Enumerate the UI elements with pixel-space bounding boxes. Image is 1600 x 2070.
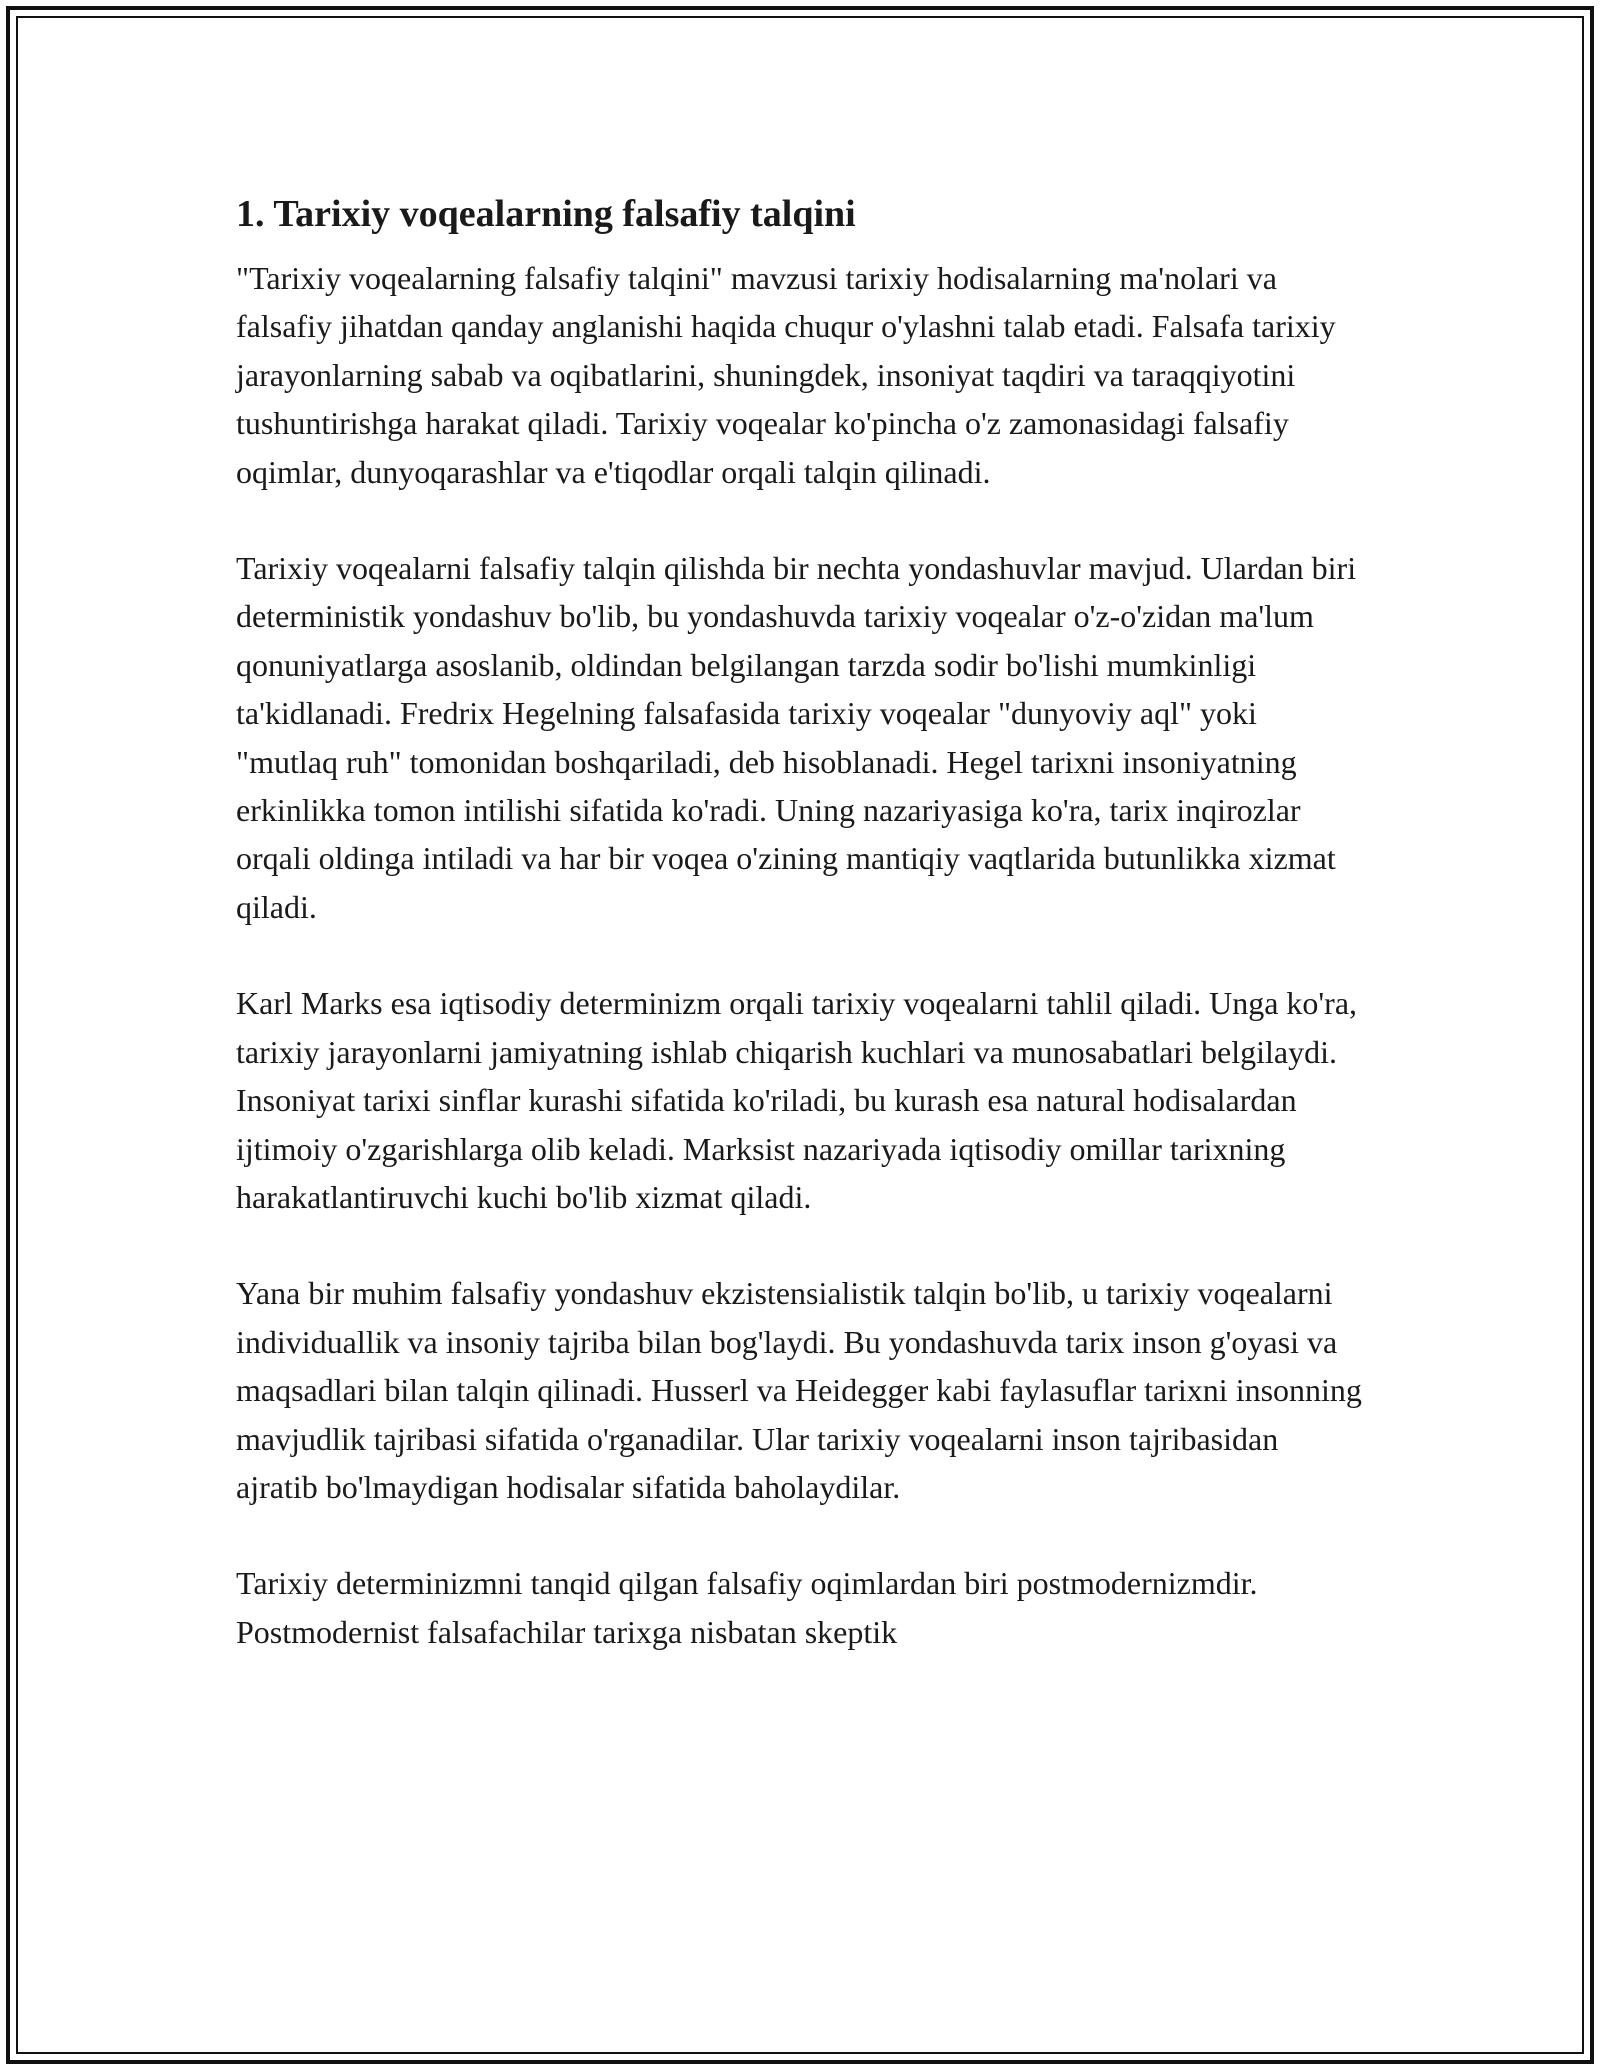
section-heading: 1. Tarixiy voqealarning falsafiy talqini xyxy=(236,193,856,235)
paragraph-1: "Tarixiy voqealarning falsafiy talqini" mavzusi tarixiy hodisalarning ma'nolari va falsafiy jihatdan qanday anglanishi haqida chuqur o'ylashni talab etadi. Falsafa tarixiy jarayonlarning sabab va oqibatlarini, shuningdek, insoniyat taqdiri va taraqqiyotini tushuntirishga harakat qiladi. Tarixiy voqealar ko'pincha o'z zamonasidagi falsafiy oqimlar, dunyoqarashlar va e'tiqodlar orqali talqin qilinadi. xyxy=(236,260,1336,490)
paragraph-2: Tarixiy voqealarni falsafiy talqin qilishda bir nechta yondashuvlar mavjud. Ulardan biri deterministik yondashuv bo'lib, bu yondashuvda tarixiy voqealar o'z-o'zidan ma'lum qonuniyatlarga asoslanib, oldindan belgilangan tarzda sodir bo'lishi mumkinligi ta'kidlanadi. Fredrix Hegelning falsafasida tarixiy voqealar "dunyoviy aql" yoki "mutlaq ruh" tomonidan boshqariladi, deb hisoblanadi. Hegel tarixni insoniyatning erkinlikka tomon intilishi sifatida ko'radi. Uning nazariyasiga ko'ra, tarix inqirozlar orqali oldinga intiladi va har bir voqea o'zining mantiqiy vaqtlarida butunlikka xizmat qiladi. xyxy=(236,550,1357,925)
document-body xyxy=(236,184,1366,1704)
paragraph-5: Tarixiy determinizmni tanqid qilgan falsafiy oqimlardan biri postmodernizmdir. Postmodernist falsafachilar tarixga nisbatan skeptik xyxy=(236,1565,1258,1650)
paragraph-4: Yana bir muhim falsafiy yondashuv ekzistensialistik talqin bo'lib, u tarixiy voqealarni individuallik va insoniy tajriba bilan bog'laydi. Bu yondashuvda tarix inson g'oyasi va maqsadlari bilan talqin qilinadi. Husserl va Heidegger kabi faylasuflar tarixni insonning mavjudlik tajribasi sifatida o'rganadilar. Ular tarixiy voqealarni inson tajribasidan ajratib bo'lmaydigan hodisalar sifatida baholaydilar. xyxy=(236,1275,1362,1505)
paragraph-3: Karl Marks esa iqtisodiy determinizm orqali tarixiy voqealarni tahlil qiladi. Unga ko'ra, tarixiy jarayonlarni jamiyatning ishlab chiqarish kuchlari va munosabatlari belgilaydi. Insoniyat tarixi sinflar kurashi sifatida ko'riladi, bu kurash esa natural hodisalardan ijtimoiy o'zgarishlarga olib keladi. Marksist nazariyada iqtisodiy omillar tarixning harakatlantiruvchi kuchi bo'lib xizmat qiladi. xyxy=(236,985,1358,1215)
